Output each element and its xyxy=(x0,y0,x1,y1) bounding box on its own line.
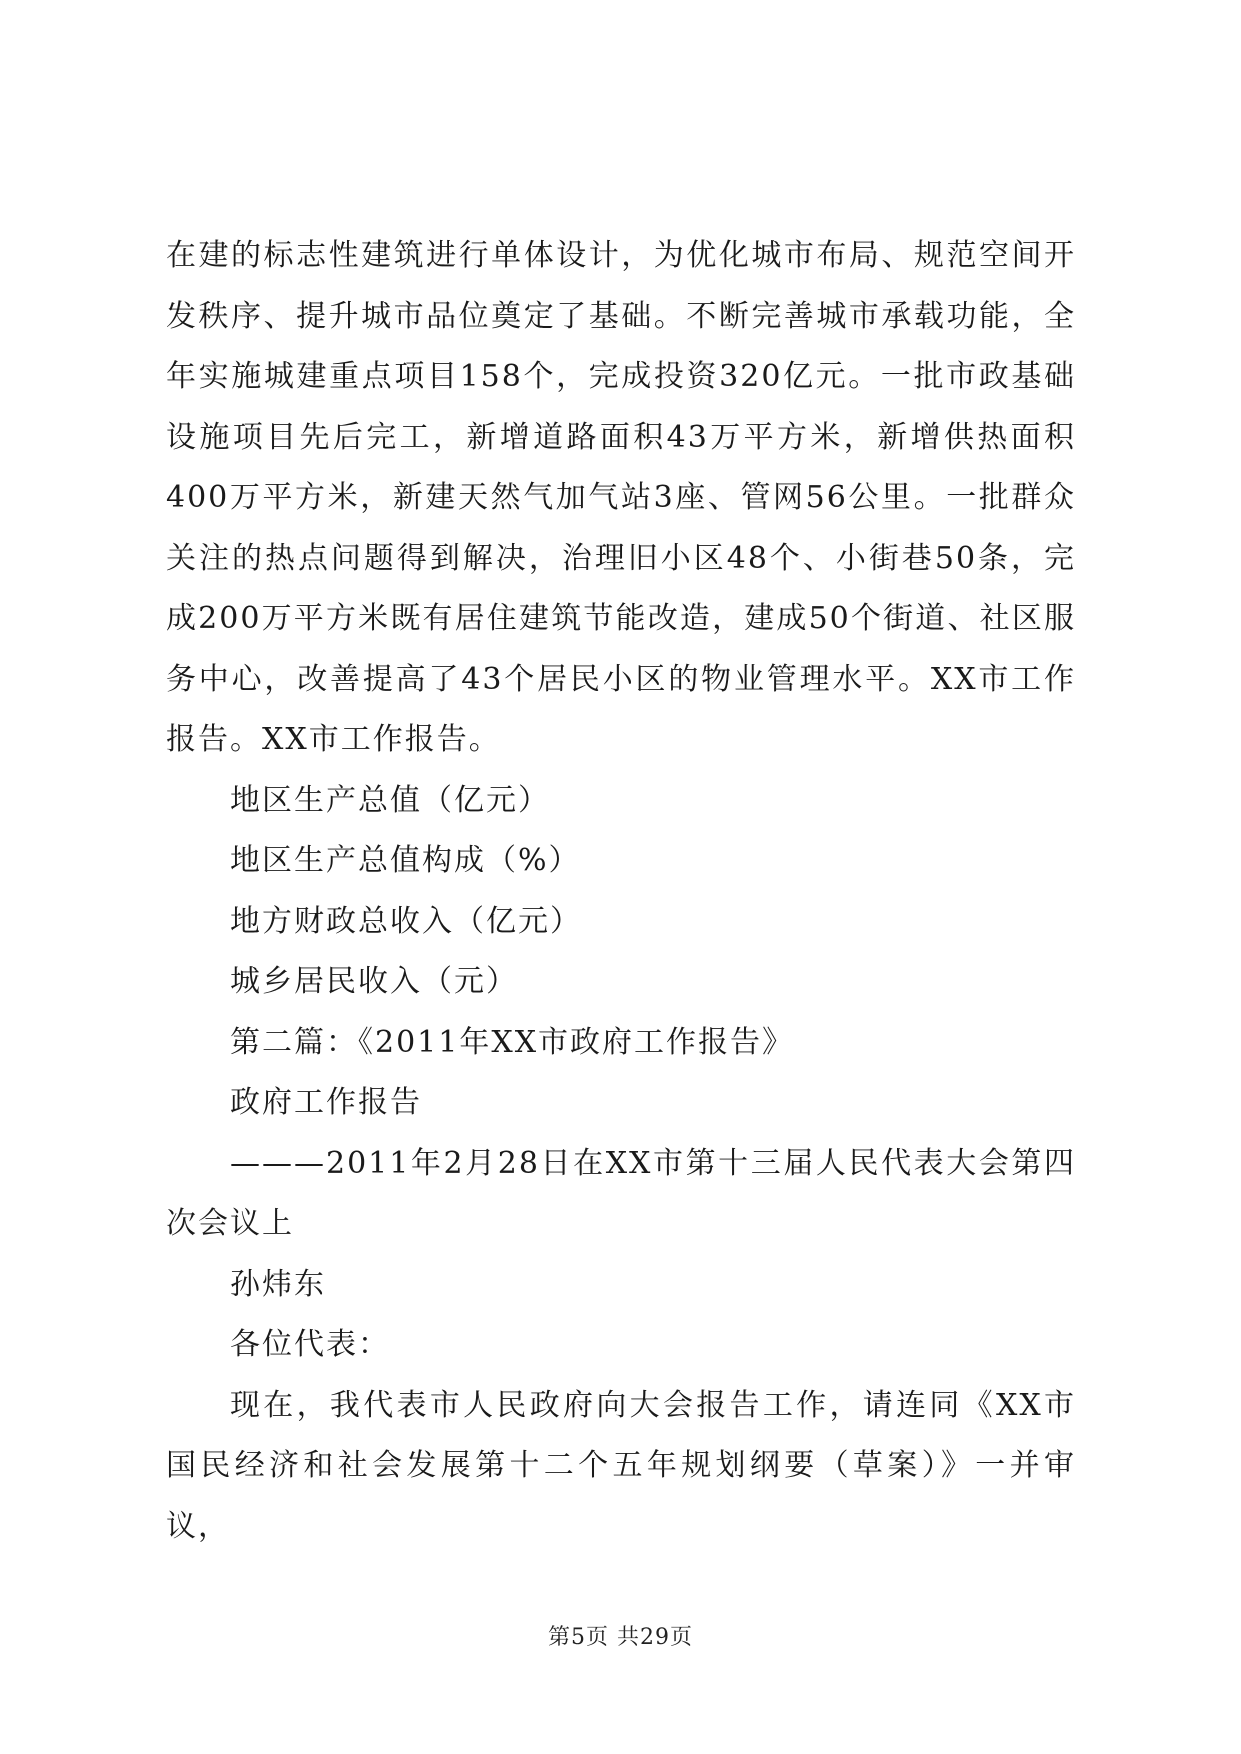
salutation: 各位代表： xyxy=(230,1327,390,1362)
report-author: 孙炜东 xyxy=(230,1266,326,1302)
paragraph-gdp-composition-label: 地区生产总值构成（%） xyxy=(230,843,581,878)
paragraph-income-label: 城乡居民收入（元） xyxy=(230,964,518,999)
page-footer: 第5页 共29页 xyxy=(548,1625,693,1650)
paragraph-fiscal-revenue-label: 地方财政总收入（亿元） xyxy=(230,903,582,939)
section-heading: 第二篇：《2011年XX市政府工作报告》 xyxy=(230,1024,795,1060)
report-title: 政府工作报告 xyxy=(230,1085,422,1120)
report-subtitle: ———2011年2月28日在XX市第十三届人民代表大会第四次会议上 xyxy=(166,1145,1076,1241)
document-body xyxy=(166,226,1076,1557)
paragraph-urban-construction: 在建的标志性建筑进行单体设计，为优化城市布局、规范空间开发秩序、提升城市品位奠定了基础。不断完善城市承载功能，全年实施城建重点项目158个，完成投资320亿元。一批市政基础设施项目先后完工，新增道路面积43万平方米，新增供热面积400万平方米，新建天然气加气站3座、管网56公里。一批群众关注的热点问题得到解决，治理旧小区48个、小街巷50条，完成200万平方米既有居住建筑节能改造，建成50个街道、社区服务中心，改善提高了43个居民小区的物业管理水平。XX市工作报告。XX市工作报告。 xyxy=(166,238,1076,757)
paragraph-gdp-label: 地区生产总值（亿元） xyxy=(230,782,550,818)
paragraph-opening: 现在，我代表市人民政府向大会报告工作，请连同《XX市国民经济和社会发展第十二个五年规划纲要（草案）》一并审议， xyxy=(166,1387,1076,1544)
